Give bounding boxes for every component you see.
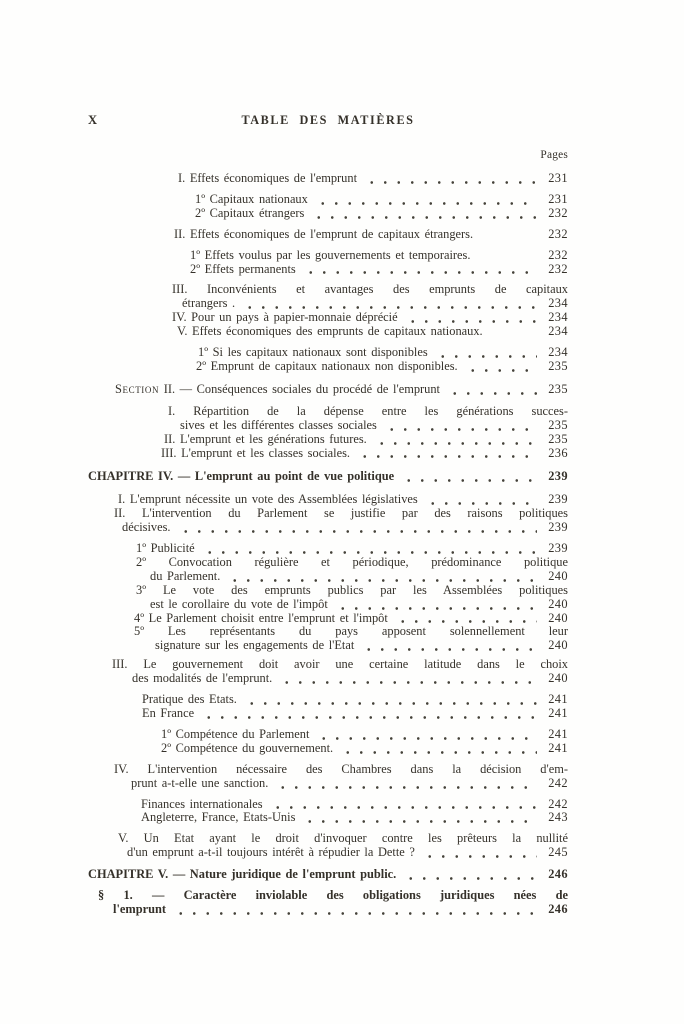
toc-line <box>114 763 568 777</box>
dot-leader <box>179 530 538 533</box>
dot-leader <box>202 716 537 719</box>
toc-entry-text: II. Effets économiques de l'emprunt de capitaux étrangers. <box>174 226 474 241</box>
dot-leader <box>280 681 537 684</box>
toc-entry-text: CHAPITRE IV. — L'emprunt au point de vue politique <box>88 469 395 484</box>
toc-entry-text: II. L'emprunt et les générations futures. <box>164 431 367 446</box>
toc-entry-text: 1º Publicité <box>136 541 195 556</box>
toc-page-number: 235 <box>548 417 568 432</box>
toc-line <box>172 283 568 297</box>
dot-leader <box>316 202 537 205</box>
toc-entry-text: sives et les différentes classes sociales <box>180 417 377 432</box>
toc-entry-text: d'un emprunt a-t-il toujours intérêt à répudier la Dette ? <box>127 845 415 860</box>
toc-page-number: 241 <box>548 726 568 741</box>
toc-entry-text: II. L'intervention du Parlement se justifie par des raisons politiques <box>114 506 568 521</box>
toc-entry-text: est le corollaire du vote de l'impôt <box>150 596 328 611</box>
toc-line <box>155 639 568 653</box>
dot-leader <box>312 216 537 219</box>
toc-line <box>174 228 568 242</box>
toc-line <box>136 542 568 556</box>
toc-page-number: 239 <box>548 492 568 507</box>
toc-page-number: 234 <box>548 296 568 311</box>
dot-leader <box>426 502 537 505</box>
toc-entry-text: IV. Pour un pays à papier-monnaie déprécié <box>172 310 398 325</box>
page-content <box>88 113 568 917</box>
toc-line <box>164 433 568 447</box>
toc-page-number: 240 <box>548 568 568 583</box>
toc-page-number: 234 <box>548 310 568 325</box>
toc-line <box>150 570 568 584</box>
toc-page-number: 240 <box>548 610 568 625</box>
dot-leader <box>436 355 538 358</box>
toc-page-number: 235 <box>548 381 568 396</box>
toc-line <box>182 297 568 311</box>
toc-entry-text: III. L'emprunt et les classes sociales. <box>161 445 350 460</box>
toc-page-number: 231 <box>548 171 568 185</box>
toc-entry-text: 2º Convocation régulière et périodique, prédominance politique <box>136 554 568 569</box>
toc-line <box>134 625 568 639</box>
toc-entry-text: III. Le gouvernement doit avoir une certaine latitude dans le choix <box>112 657 568 672</box>
toc-entry-text: I. Effets économiques de l'emprunt <box>178 171 358 185</box>
toc-entry-text: 5º Les représentants du pays apposent solennellement leur <box>134 624 568 639</box>
toc-line <box>114 507 568 521</box>
toc-entry-text: étrangers . <box>182 296 236 311</box>
toc-page-number: 240 <box>548 596 568 611</box>
toc-entry-text: 1º Si les capitaux nationaux sont disponibles <box>198 345 428 360</box>
dot-leader <box>203 551 538 554</box>
toc-line <box>136 556 568 570</box>
table-of-contents <box>88 172 568 917</box>
dot-leader <box>375 442 537 445</box>
dot-leader <box>362 648 537 651</box>
toc-line <box>98 889 568 903</box>
folio-page-number: X <box>88 113 99 127</box>
toc-page-number: 232 <box>548 226 568 241</box>
toc-page-number: 241 <box>548 692 568 707</box>
dot-leader <box>303 820 537 823</box>
toc-entry-text: I. Répartition de la dépense entre les générations succes- <box>168 403 568 418</box>
pages-column-label: Pages <box>540 149 568 161</box>
toc-line <box>136 584 568 598</box>
toc-entry-text: En France <box>142 706 195 720</box>
toc-line <box>141 798 568 812</box>
toc-entry-text: IV. L'intervention nécessaire des Chambres dans la décision d'em- <box>114 761 568 776</box>
toc-line <box>161 742 568 756</box>
toc-line <box>190 249 568 263</box>
toc-page-number: 239 <box>548 541 568 556</box>
toc-entry-text: 2º Compétence du gouvernement. <box>161 740 334 755</box>
dot-leader <box>243 306 537 309</box>
dot-leader <box>404 877 537 880</box>
dot-leader <box>365 181 537 184</box>
dot-leader <box>341 751 537 754</box>
toc-page-number: 243 <box>548 810 568 825</box>
dot-leader <box>385 428 537 431</box>
toc-line <box>178 172 568 186</box>
toc-line <box>141 811 568 825</box>
toc-page-number: 246 <box>548 867 568 882</box>
toc-page-number: 239 <box>548 469 568 484</box>
toc-page-number: 241 <box>548 706 568 720</box>
toc-line <box>122 521 568 535</box>
toc-line <box>134 612 568 626</box>
toc-entry-text: I. L'emprunt nécessite un vote des Assemblées législatives <box>118 492 418 507</box>
toc-entry-text: 1º Capitaux nationaux <box>195 191 308 206</box>
dot-leader <box>406 320 538 323</box>
toc-page-number: 242 <box>548 775 568 790</box>
toc-line <box>118 832 568 846</box>
toc-line <box>131 777 568 791</box>
toc-line <box>195 193 568 207</box>
toc-line <box>168 405 568 419</box>
toc-entry-text: 1º Effets voulus par les gouvernements et temporaires. <box>190 247 471 262</box>
toc-line <box>195 207 568 221</box>
toc-line <box>132 672 568 686</box>
toc-entry-text: 4º Le Parlement choisit entre l'emprunt et l'impôt <box>134 610 388 625</box>
toc-page-number: 242 <box>548 796 568 811</box>
toc-line <box>198 346 568 360</box>
toc-entry-text: III. Inconvénients et avantages des emprunts de capitaux <box>172 282 568 297</box>
toc-page-number: 232 <box>548 205 568 220</box>
dot-leader <box>304 271 537 274</box>
toc-entry-text: Pratique des Etats. <box>142 692 237 707</box>
toc-entry-text: décisives. <box>122 520 171 535</box>
toc-page-number: 239 <box>548 520 568 535</box>
toc-line <box>172 311 568 325</box>
dot-leader <box>245 702 537 705</box>
toc-page-number: 232 <box>548 261 568 276</box>
toc-page-number: 231 <box>548 191 568 206</box>
toc-page-number: 241 <box>548 740 568 755</box>
toc-page-number: 246 <box>548 901 568 916</box>
toc-page-number: 234 <box>548 345 568 360</box>
toc-line <box>142 693 568 707</box>
toc-entry-text: 2º Capitaux étrangers <box>195 205 305 220</box>
toc-entry-text: V. Un Etat ayant le droit d'invoquer contre les prêteurs la nullité <box>118 831 568 846</box>
toc-entry-text: 3º Le vote des emprunts publics par les Assemblées politiques <box>136 582 568 597</box>
toc-line <box>161 447 568 461</box>
toc-line <box>196 360 568 374</box>
dot-leader <box>491 334 538 337</box>
toc-entry-text: 1º Compétence du Parlement <box>161 726 310 741</box>
toc-page-number: 232 <box>548 247 568 262</box>
dot-leader <box>317 737 537 740</box>
toc-entry-text: Finances internationales <box>141 796 263 811</box>
toc-page-number: 236 <box>548 445 568 460</box>
toc-entry-text: Section II. — Conséquences sociales du procédé de l'emprunt <box>115 381 440 396</box>
toc-line <box>118 493 568 507</box>
toc-page-number: 235 <box>548 431 568 446</box>
toc-page-number: 240 <box>548 671 568 686</box>
toc-line <box>113 903 568 917</box>
toc-line <box>177 325 568 339</box>
section-label: Section <box>115 381 160 396</box>
toc-entry-text: Angleterre, France, Etats-Unis <box>141 810 296 825</box>
toc-line <box>127 846 568 860</box>
dot-leader <box>402 479 537 482</box>
toc-page-number: 235 <box>548 358 568 373</box>
toc-entry-text: l'emprunt <box>113 901 167 916</box>
toc-line <box>88 868 568 882</box>
dot-leader <box>358 455 537 458</box>
dot-leader <box>396 620 537 623</box>
toc-line <box>190 263 568 277</box>
toc-line <box>150 598 568 612</box>
toc-entry-text: du Parlement. <box>150 568 221 583</box>
toc-entry-text: signature sur les engagements de l'Etat <box>155 638 355 653</box>
toc-entry-text: des modalités de l'emprunt. <box>132 671 273 686</box>
toc-line <box>161 728 568 742</box>
running-head <box>88 113 568 128</box>
toc-entry-text: V. Effets économiques des emprunts de capitaux nationaux. <box>177 324 483 339</box>
dot-leader <box>174 912 537 915</box>
toc-line <box>88 470 568 484</box>
dot-leader <box>478 258 537 261</box>
toc-page-number: 245 <box>548 845 568 860</box>
toc-line <box>142 707 568 721</box>
toc-entry-text: prunt a-t-elle une sanction. <box>131 775 269 790</box>
dot-leader <box>276 786 537 789</box>
dot-leader <box>448 392 537 395</box>
toc-entry-text: 2º Emprunt de capitaux nationaux non disponibles. <box>196 358 458 373</box>
toc-line <box>180 419 568 433</box>
page-title: TABLE DES MATIÈRES <box>241 113 415 127</box>
dot-leader <box>228 579 537 582</box>
dot-leader <box>466 369 538 372</box>
toc-page-number: 240 <box>548 638 568 653</box>
toc-page-number: 234 <box>548 324 568 339</box>
dot-leader <box>271 806 538 809</box>
toc-entry-text: § 1. — Caractère inviolable des obligations juridiques nées de <box>98 888 568 903</box>
dot-leader <box>336 607 537 610</box>
toc-line <box>115 383 568 397</box>
toc-line <box>112 658 568 672</box>
toc-entry-text: 2º Effets permanents <box>190 261 296 276</box>
dot-leader <box>481 237 537 240</box>
toc-entry-text: CHAPITRE V. — Nature juridique de l'emprunt public. <box>88 867 397 882</box>
dot-leader <box>423 855 537 858</box>
